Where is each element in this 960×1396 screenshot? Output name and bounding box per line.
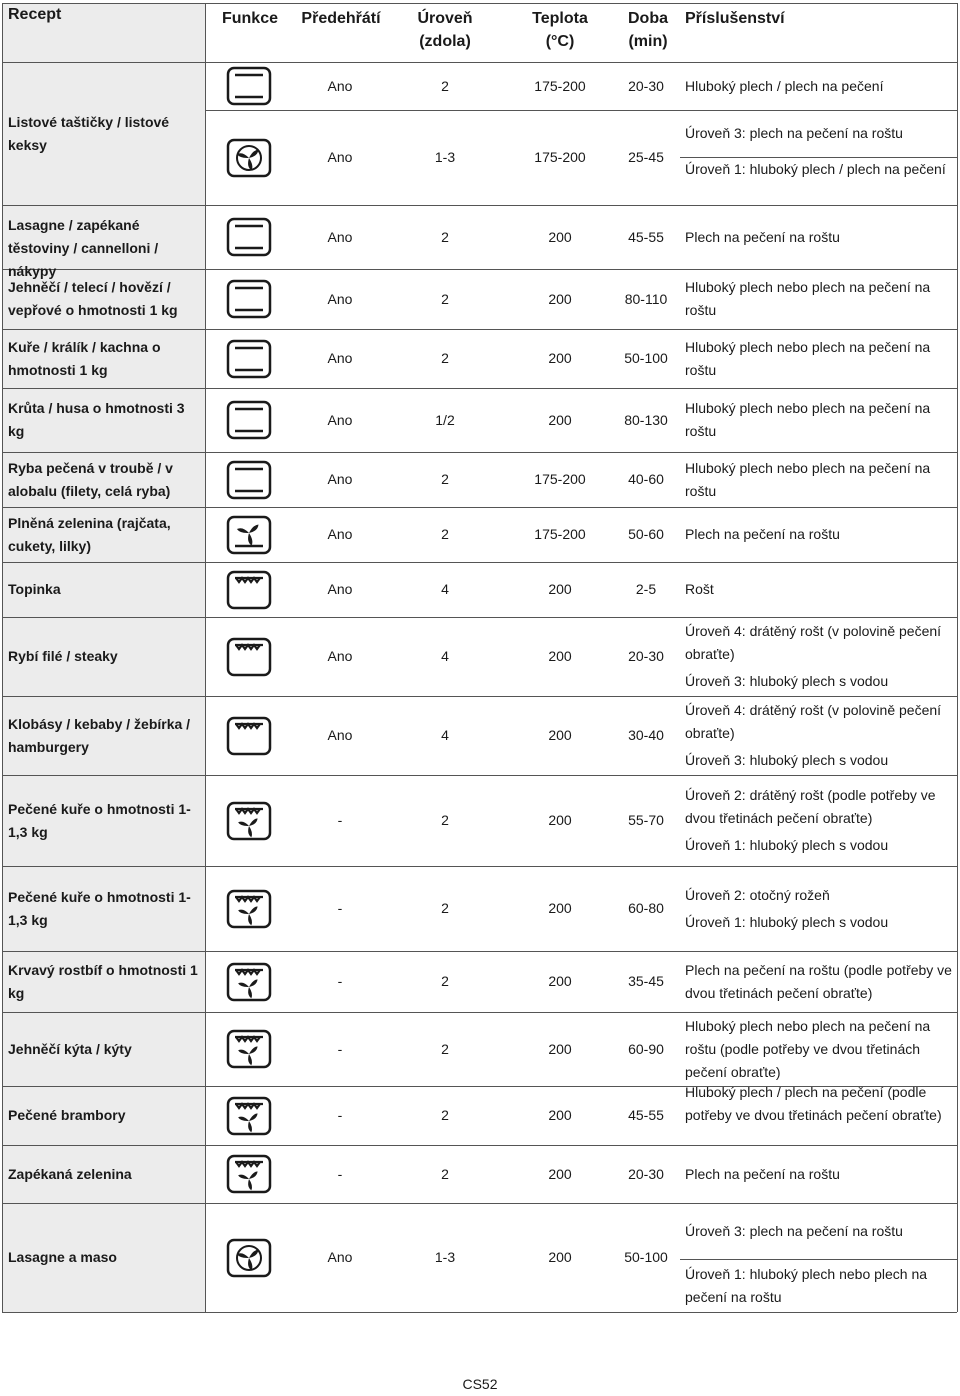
temperature-value: 200 <box>548 812 572 828</box>
temperature-value: 200 <box>548 581 572 597</box>
turbo-grill-icon <box>226 1154 272 1194</box>
preheat-value: Ano <box>327 149 353 165</box>
preheat-value: - <box>337 973 343 989</box>
accessory-text: Úroveň 3: hluboký plech s vodou <box>685 673 889 689</box>
header-time: Doba (min) <box>628 10 668 50</box>
row-divider <box>2 388 205 389</box>
column-divider <box>957 3 958 1312</box>
preheat-value: Ano <box>327 350 353 366</box>
recipe-name: Kuře / králík / kachna o hmotnosti 1 kg <box>8 339 161 378</box>
row-divider <box>2 866 205 867</box>
row-divider <box>2 329 205 330</box>
row-divider <box>2 507 205 508</box>
level-value: 1-3 <box>434 149 456 165</box>
time-value: 25-45 <box>628 149 664 165</box>
fan-bottom-heat-icon <box>226 515 272 555</box>
temperature-value: 200 <box>548 350 572 366</box>
accessory-text: Úroveň 1: hluboký plech nebo plech na pečení na roštu <box>685 1266 928 1305</box>
preheat-value: - <box>337 1107 343 1123</box>
recipe-name: Ryba pečená v troubě / v alobalu (filety, celá ryba) <box>8 460 173 499</box>
accessory-text: Hluboký plech nebo plech na pečení na roštu <box>685 279 931 318</box>
accessory-text: Plech na pečení na roštu (podle potřeby ve dvou třetinách pečení obraťte) <box>685 962 952 1001</box>
column-divider <box>205 3 206 1312</box>
column-divider <box>2 3 3 1312</box>
row-divider <box>2 951 205 952</box>
grill-icon <box>226 637 272 677</box>
accessory-text: Úroveň 1: hluboký plech s vodou <box>685 837 889 853</box>
header-recipe: Recept <box>8 6 62 23</box>
recipe-name: Listové taštičky / listové keksy <box>8 114 170 153</box>
preheat-value: Ano <box>327 471 353 487</box>
level-value: 2 <box>441 1107 449 1123</box>
temperature-value: 175-200 <box>534 471 586 487</box>
recipe-name: Klobásy / kebaby / žebírka / hamburgery <box>8 716 191 755</box>
temperature-value: 200 <box>548 1041 572 1057</box>
accessory-text: Hluboký plech nebo plech na pečení na roštu <box>685 400 931 439</box>
row-divider <box>2 1203 205 1204</box>
row-divider <box>680 1259 957 1260</box>
row-divider <box>2 205 205 206</box>
recipe-name: Pečené kuře o hmotnosti 1-1,3 kg <box>8 801 191 840</box>
time-value: 50-100 <box>624 1249 668 1265</box>
header-preheat: Předehřátí <box>301 10 381 27</box>
recipe-name: Krůta / husa o hmotnosti 3 kg <box>8 400 185 439</box>
grill-icon <box>226 716 272 756</box>
row-divider <box>2 696 205 697</box>
accessory-text: Plech na pečení na roštu <box>685 1166 840 1182</box>
row-divider <box>2 1012 205 1013</box>
time-value: 20-30 <box>628 648 664 664</box>
time-value: 35-45 <box>628 973 664 989</box>
accessory-text: Hluboký plech nebo plech na pečení na roštu <box>685 460 931 499</box>
preheat-value: - <box>337 900 343 916</box>
row-divider <box>205 329 957 330</box>
level-value: 2 <box>441 900 449 916</box>
time-value: 45-55 <box>628 229 664 245</box>
convection-fan-icon <box>226 138 272 178</box>
time-value: 30-40 <box>628 727 664 743</box>
level-value: 4 <box>441 648 449 664</box>
accessory-text: Úroveň 3: hluboký plech s vodou <box>685 752 889 768</box>
level-value: 2 <box>441 78 449 94</box>
time-value: 80-130 <box>624 412 668 428</box>
row-divider <box>205 866 957 867</box>
row-divider <box>2 1086 205 1087</box>
row-divider <box>2 617 205 618</box>
turbo-grill-icon <box>226 801 272 841</box>
accessory-text: Hluboký plech nebo plech na pečení na roštu (podle potřeby ve dvou třetinách pečení obraťte) <box>685 1018 931 1080</box>
level-value: 2 <box>441 1041 449 1057</box>
accessory-text: Plech na pečení na roštu <box>685 526 840 542</box>
level-value: 2 <box>441 1166 449 1182</box>
conventional-heat-icon <box>226 279 272 319</box>
time-value: 40-60 <box>628 471 664 487</box>
temperature-value: 200 <box>548 229 572 245</box>
recipe-name: Lasagne / zapékané těstoviny / cannelloni / nákypy <box>8 217 159 279</box>
row-divider <box>2 1145 205 1146</box>
accessory-text: Úroveň 2: otočný rožeň <box>685 887 830 903</box>
row-divider <box>205 562 957 563</box>
accessory-text: Úroveň 3: plech na pečení na roštu <box>685 125 903 141</box>
row-divider <box>205 269 957 270</box>
temperature-value: 200 <box>548 1166 572 1182</box>
temperature-value: 200 <box>548 291 572 307</box>
temperature-value: 200 <box>548 973 572 989</box>
accessory-text: Úroveň 1: hluboký plech / plech na pečení <box>685 161 946 177</box>
header-level: Úroveň (zdola) <box>417 10 473 50</box>
preheat-value: - <box>337 1166 343 1182</box>
preheat-value: Ano <box>327 648 353 664</box>
accessory-text: Hluboký plech / plech na pečení <box>685 78 884 94</box>
temperature-value: 200 <box>548 727 572 743</box>
preheat-value: Ano <box>327 229 353 245</box>
level-value: 2 <box>441 812 449 828</box>
time-value: 20-30 <box>628 1166 664 1182</box>
time-value: 55-70 <box>628 812 664 828</box>
level-value: 2 <box>441 291 449 307</box>
temperature-value: 200 <box>548 648 572 664</box>
level-value: 1/2 <box>435 412 455 428</box>
level-value: 2 <box>441 471 449 487</box>
row-divider <box>2 775 205 776</box>
row-divider <box>2 3 957 4</box>
row-divider <box>205 205 957 206</box>
time-value: 80-110 <box>624 291 668 307</box>
accessory-text: Úroveň 1: hluboký plech s vodou <box>685 914 889 930</box>
row-divider <box>205 1203 957 1204</box>
temperature-value: 175-200 <box>534 78 586 94</box>
row-divider <box>205 617 957 618</box>
row-divider <box>205 452 957 453</box>
page-number: CS52 <box>462 1376 498 1392</box>
recipe-name: Topinka <box>8 581 61 597</box>
temperature-value: 200 <box>548 1107 572 1123</box>
header-temp: Teplota (°C) <box>532 10 588 50</box>
temperature-value: 200 <box>548 412 572 428</box>
preheat-value: Ano <box>327 526 353 542</box>
preheat-value: Ano <box>327 1249 353 1265</box>
recipe-name: Rybí filé / steaky <box>8 648 118 664</box>
convection-fan-icon <box>226 1238 272 1278</box>
time-value: 60-80 <box>628 900 664 916</box>
row-divider <box>205 951 957 952</box>
row-divider <box>2 452 205 453</box>
recipe-name: Jehněčí kýta / kýty <box>8 1041 132 1057</box>
header-function: Funkce <box>221 10 278 27</box>
turbo-grill-icon <box>226 962 272 1002</box>
preheat-value: Ano <box>327 78 353 94</box>
row-divider <box>205 696 957 697</box>
time-value: 50-60 <box>628 526 664 542</box>
recipe-name: Zapékaná zelenina <box>8 1166 132 1182</box>
conventional-heat-icon <box>226 66 272 106</box>
turbo-grill-icon <box>226 889 272 929</box>
time-value: 2-5 <box>635 581 657 597</box>
temperature-value: 200 <box>548 900 572 916</box>
row-divider <box>2 1312 957 1313</box>
level-value: 2 <box>441 229 449 245</box>
turbo-grill-icon <box>226 1096 272 1136</box>
preheat-value: - <box>337 1041 343 1057</box>
preheat-value: Ano <box>327 581 353 597</box>
temperature-value: 175-200 <box>534 149 586 165</box>
accessory-text: Rošt <box>685 581 714 597</box>
accessory-text: Hluboký plech nebo plech na pečení na roštu <box>685 339 931 378</box>
accessory-text: Úroveň 4: drátěný rošt (v polovině pečení obraťte) <box>685 702 942 741</box>
level-value: 4 <box>441 727 449 743</box>
grill-icon <box>226 570 272 610</box>
row-divider <box>205 1145 957 1146</box>
time-value: 60-90 <box>628 1041 664 1057</box>
preheat-value: Ano <box>327 291 353 307</box>
accessory-text: Úroveň 2: drátěný rošt (podle potřeby ve dvou třetinách pečení obraťte) <box>685 787 936 826</box>
turbo-grill-icon <box>226 1029 272 1069</box>
time-value: 20-30 <box>628 78 664 94</box>
row-divider <box>2 562 205 563</box>
temperature-value: 200 <box>548 1249 572 1265</box>
row-divider <box>205 388 957 389</box>
preheat-value: - <box>337 812 343 828</box>
accessory-text: Plech na pečení na roštu <box>685 229 840 245</box>
row-divider <box>205 507 957 508</box>
conventional-heat-icon <box>226 217 272 257</box>
recipe-name: Lasagne a maso <box>8 1249 117 1265</box>
recipe-name: Pečené brambory <box>8 1107 126 1123</box>
row-divider <box>205 775 957 776</box>
recipe-name: Krvavý rostbíf o hmotnosti 1 kg <box>8 962 198 1001</box>
level-value: 1-3 <box>434 1249 456 1265</box>
time-value: 50-100 <box>624 350 668 366</box>
row-divider <box>205 110 957 111</box>
accessory-text: Úroveň 4: drátěný rošt (v polovině pečení obraťte) <box>685 623 942 662</box>
accessory-text: Úroveň 3: plech na pečení na roštu <box>685 1223 903 1239</box>
row-divider <box>2 62 957 63</box>
preheat-value: Ano <box>327 727 353 743</box>
recipe-name: Pečené kuře o hmotnosti 1-1,3 kg <box>8 889 191 928</box>
preheat-value: Ano <box>327 412 353 428</box>
conventional-heat-icon <box>226 339 272 379</box>
accessory-text: Hluboký plech / plech na pečení (podle potřeby ve dvou třetinách pečení obraťte) <box>685 1084 942 1123</box>
level-value: 2 <box>441 526 449 542</box>
conventional-heat-icon <box>226 400 272 440</box>
recipe-name: Plněná zelenina (rajčata, cukety, lilky) <box>8 515 171 554</box>
temperature-value: 175-200 <box>534 526 586 542</box>
recipe-name: Jehněčí / telecí / hovězí / vepřové o hmotnosti 1 kg <box>8 279 178 318</box>
level-value: 4 <box>441 581 449 597</box>
conventional-heat-icon <box>226 460 272 500</box>
level-value: 2 <box>441 973 449 989</box>
level-value: 2 <box>441 350 449 366</box>
header-accessory: Příslušenství <box>685 10 785 27</box>
row-divider <box>205 1012 957 1013</box>
time-value: 45-55 <box>628 1107 664 1123</box>
